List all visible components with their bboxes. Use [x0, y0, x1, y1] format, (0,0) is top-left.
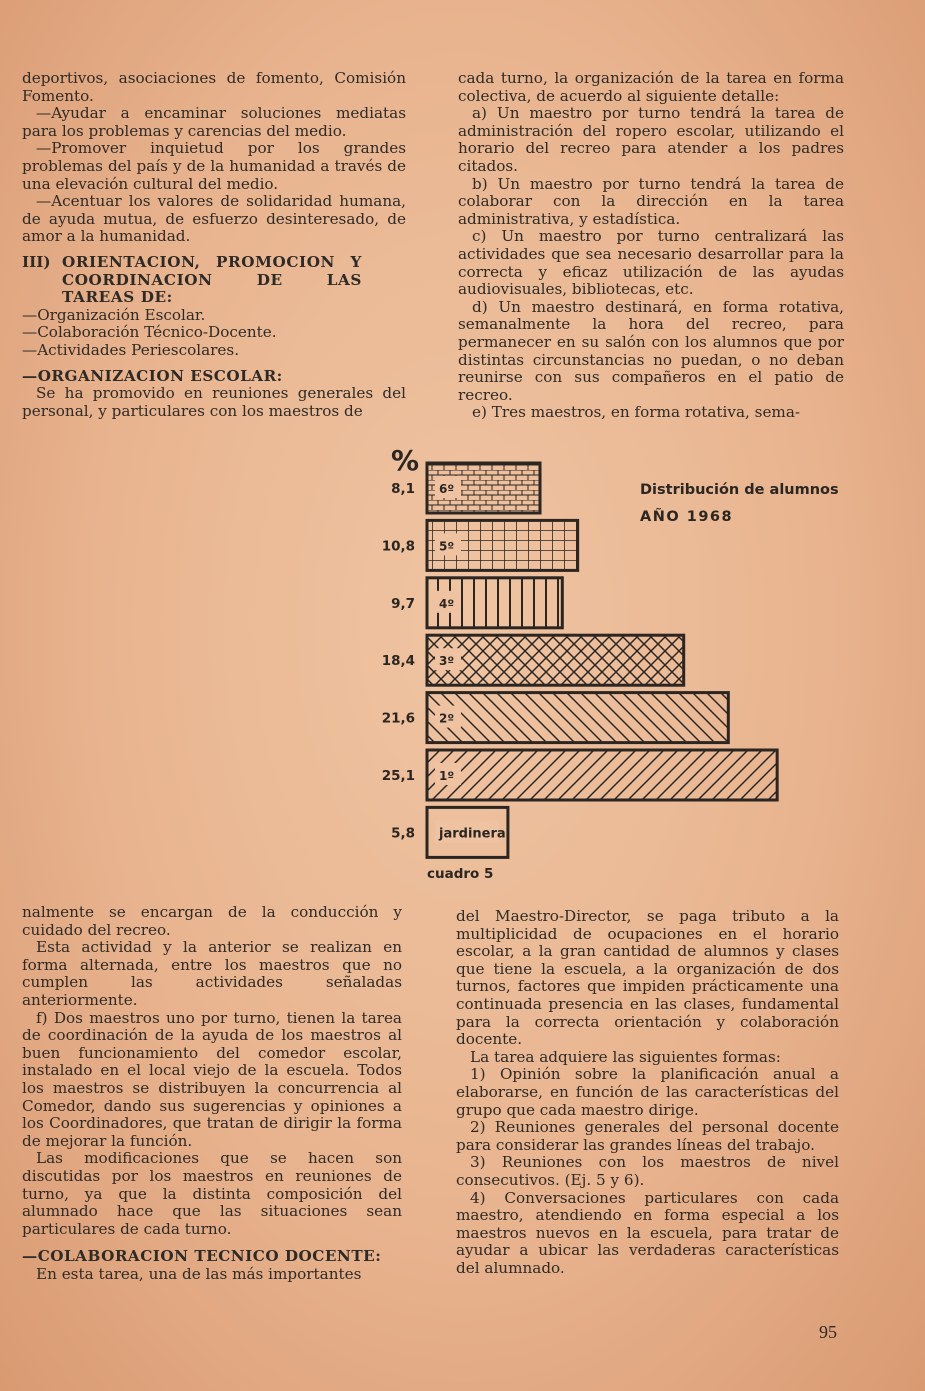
value-label: 5,8: [391, 825, 415, 842]
bar-4: [427, 693, 728, 743]
section-item: —Colaboración Técnico-Docente.: [22, 323, 277, 342]
subheading: —ORGANIZACION ESCOLAR:: [22, 366, 283, 385]
paragraph: e) Tres maestros, en forma rotativa, sema-: [472, 403, 801, 422]
paragraph: f) Dos maestros uno por turno, tienen la tarea de coordinación de la ayuda de los maestros al buen funcionamiento del comedor escolar, instalado en el local viejo de la escuela. Todos los maestros se distribuyen la concurrencia al Comedor, dando sus sugerencias y opiniones a los Coordinadores, que tratan de dirigir la forma de mejorar la función.: [22, 1008, 402, 1150]
value-label: 18,4: [381, 653, 415, 670]
category-label: 3º: [439, 654, 455, 669]
bar-3: [427, 635, 684, 685]
paragraph: cada turno, la organización de la tarea en forma colectiva, de acuerdo al siguiente detalle:: [458, 69, 844, 105]
paragraph: —Ayudar a encaminar soluciones mediatas para los problemas y carencias del medio.: [22, 104, 406, 140]
paragraph: 1) Opinión sobre la planificación anual a elaborarse, en función de las características del grupo que cada maestro dirige.: [456, 1065, 839, 1119]
value-label: 8,1: [391, 481, 415, 497]
paragraph: 4) Conversaciones particulares con cada maestro, atendiendo en forma especial a los maestros nuevos en la escuela, para tratar de ayudar a ubicar las verdaderas características del alumnado.: [456, 1188, 839, 1277]
paragraph: nalmente se encargan de la conducción y cuidado del recreo.: [22, 903, 402, 939]
section-number: III): [22, 252, 51, 271]
paragraph: —Promover inquietud por los grandes problemas del país y de la humanidad a través de una elevación cultural del medio.: [22, 139, 406, 193]
category-label: 4º: [439, 596, 455, 611]
paragraph: c) Un maestro por turno centralizará las actividades que sea necesario desarrollar para la correcta y eficaz utilización de las ayudas audiovisuales, bibliotecas, etc.: [458, 227, 844, 299]
bottom-right-column: [456, 908, 839, 1277]
paragraph: 3) Reuniones con los maestros de nivel consecutivos. (Ej. 5 y 6).: [456, 1153, 839, 1189]
page-number: 95: [819, 1322, 837, 1342]
section-title: ORIENTACION, PROMOCION Y COORDINACION DE LAS TAREAS DE:: [62, 252, 362, 307]
category-label: 6º: [439, 482, 455, 496]
value-label: 21,6: [381, 710, 415, 727]
chart-caption: cuadro 5: [427, 866, 494, 882]
value-label: 9,7: [391, 595, 415, 612]
category-label: 5º: [439, 539, 455, 554]
paragraph: a) Un maestro por turno tendrá la tarea de administración del ropero escolar, utilizando el horario del recreo para atender a los padres citados.: [458, 104, 844, 175]
paragraph: Las modificaciones que se hacen son discutidas por los maestros en reuniones de turno, ya que la distinta composición del alumnado hace que las situaciones sean particulares de cada turno.: [22, 1149, 402, 1238]
paragraph: 2) Reuniones generales del personal docente para considerar las grandes líneas del trabajo.: [456, 1118, 839, 1154]
chart-subtitle: AÑO 1968: [640, 509, 734, 525]
category-label: 1º: [439, 769, 455, 783]
value-label: 25,1: [381, 768, 415, 784]
paragraph: En esta tarea, una de las más importantes: [36, 1264, 362, 1283]
category-label: 2º: [439, 711, 455, 726]
paragraph: Esta actividad y la anterior se realizan en forma alternada, entre los maestros que no cumplen las actividades señaladas anteriormente.: [22, 938, 402, 1009]
paragraph: —Acentuar los valores de solidaridad humana, de ayuda mutua, de esfuerzo desinteresado, de amor a la humanidad.: [22, 192, 406, 246]
category-label: jardinera: [439, 826, 506, 842]
subheading: —COLABORACION TECNICO DOCENTE:: [22, 1247, 382, 1266]
bottom-left-column: [22, 904, 402, 1283]
bar-5: [427, 750, 777, 800]
section-item: —Organización Escolar.: [22, 305, 206, 324]
paragraph: deportivos, asociaciones de fomento, Comisión Fomento.: [22, 69, 406, 105]
paragraph: Se ha promovido en reuniones generales del personal, y particulares con los maestros de: [22, 384, 406, 420]
section-item: —Actividades Periescolares.: [22, 340, 240, 359]
paragraph: del Maestro-Director, se paga tributo a la multiplicidad de ocupaciones en el horario escolar, a la gran cantidad de alumnos y clases que tiene la escuela, a la organización de dos turnos, factores que impiden prácticamente una continuada presencia en las clases, fundamental para la correcta orientación y colaboración docente.: [456, 907, 839, 1049]
y-axis-label: %: [390, 444, 420, 477]
value-label: 10,8: [381, 538, 415, 555]
paragraph: d) Un maestro destinará, en forma rotativa, semanalmente la hora del recreo, para permanecer en su salón con los alumnos que por distintas circunstancias no puedan, o no deban reunirse con sus compañeros en el patio de recreo.: [458, 297, 844, 404]
paragraph: b) Un maestro por turno tendrá la tarea de colaborar con la dirección en la tarea administrativa, y estadística.: [458, 174, 844, 228]
chart-title: Distribución de alumnos: [640, 482, 839, 498]
paragraph: La tarea adquiere las siguientes formas:: [470, 1047, 781, 1066]
